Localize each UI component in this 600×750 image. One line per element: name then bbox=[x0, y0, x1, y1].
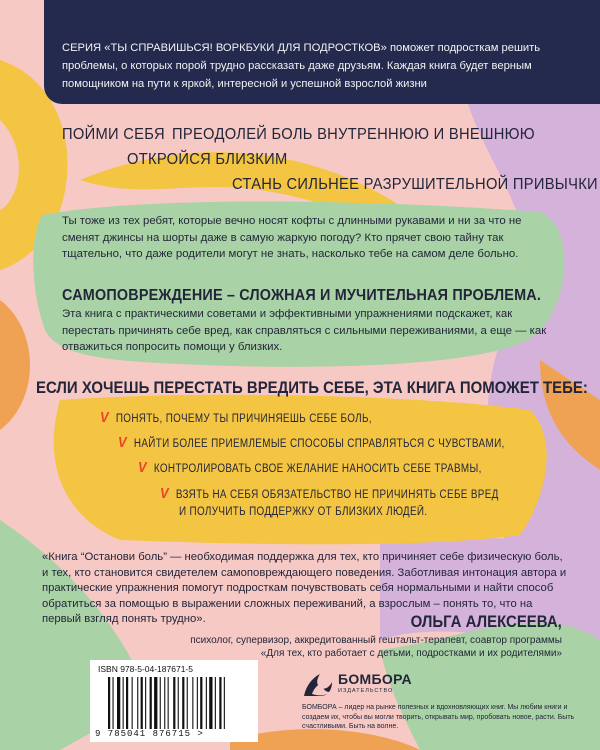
tagline-become-stronger: СТАНЬ СИЛЬНЕЕ РАЗРУШИТЕЛЬНОЙ ПРИВЫЧКИ bbox=[232, 176, 598, 193]
benefit-item: V НАЙТИ БОЛЕЕ ПРИЕМЛЕМЫЕ СПОСОБЫ СПРАВЛЯТЬСЯ С ЧУВСТВАМИ, bbox=[118, 434, 505, 451]
publisher-blurb: БОМБОРА – лидер на рынке полезных и вдохновляющих книг. Мы любим книги и создаем их, чтобы вы могли творить, открывать мир, пробовать новое, расти. Быть счастливыми. Быть на волне. bbox=[302, 704, 575, 730]
quote-author: ОЛЬГА АЛЕКСЕЕВА, bbox=[410, 612, 562, 631]
barcode-digits: 9 785041 876715 > bbox=[95, 729, 204, 739]
tagline-understand-yourself: ПОЙМИ СЕБЯ bbox=[62, 126, 165, 143]
benefit-item: V КОНТРОЛИРОВАТЬ СВОЕ ЖЕЛАНИЕ НАНОСИТЬ СЕБЕ ТРАВМЫ, bbox=[138, 459, 482, 476]
bombora-wave-logo-icon bbox=[302, 668, 334, 698]
barcode-icon bbox=[106, 677, 256, 729]
tagline-overcome-pain: ПРЕОДОЛЕЙ БОЛЬ ВНУТРЕННЮЮ И ВНЕШНЮЮ bbox=[172, 126, 535, 143]
intro-paragraph: Ты тоже из тех ребят, которые вечно носят кофты с длинными рукавами и ни за что не сменят джинсы на шорты даже в самую жаркую погоду? Кто прячет свою тайну так тщательно, что даже родители могут не знать, насколько тебе на самом деле больно. bbox=[62, 215, 522, 260]
isbn-label: ISBN 978-5-04-187671-5 bbox=[98, 664, 193, 674]
check-icon: V bbox=[118, 434, 127, 451]
problem-heading: САМОПОВРЕЖДЕНИЕ – СЛОЖНАЯ И МУЧИТЕЛЬНАЯ ПРОБЛЕМА. bbox=[62, 287, 542, 304]
check-icon: V bbox=[160, 485, 169, 502]
benefit-item-continuation: И ПОЛУЧИТЬ ПОДДЕРЖКУ ОТ БЛИЗКИХ ЛЮДЕЙ. bbox=[179, 506, 428, 518]
review-quote: «Книга “Останови боль” — необходимая поддержка для тех, кто причиняет себе физическую боль, и тех, кто становится свидетелем самоповреждающего поведения. Заботливая интонация автора и практические упражнения помогут подросткам почувствовать себя нормальными и найти способ обратиться за помощью в выражении сложных переживаний, а взрослым – понять то, что на первый взгляд понять трудно». bbox=[42, 551, 567, 626]
benefit-item: V ВЗЯТЬ НА СЕБЯ ОБЯЗАТЕЛЬСТВО НЕ ПРИЧИНЯТЬ СЕБЕ ВРЕД bbox=[160, 485, 499, 502]
benefit-item: V ПОНЯТЬ, ПОЧЕМУ ТЫ ПРИЧИНЯЕШЬ СЕБЕ БОЛЬ, bbox=[100, 409, 372, 426]
problem-paragraph: Эта книга с практическими советами и эффективными упражнениями подскажет, как перестать причинять себе вред, как справляться с сильными переживаниями, а еще — как отважиться попросить помощи у близких. bbox=[62, 308, 547, 353]
series-description: СЕРИЯ «ТЫ СПРАВИШЬСЯ! ВОРКБУКИ ДЛЯ ПОДРОСТКОВ» поможет подросткам решить проблемы, о которых порой трудно рассказать даже друзьям. Каждая книга будет верным помощником на пути к яркой, интересной и успешной взрослой жизни bbox=[62, 42, 541, 90]
benefits-heading: ЕСЛИ ХОЧЕШЬ ПЕРЕСТАТЬ ВРЕДИТЬ СЕБЕ, ЭТА КНИГА ПОМОЖЕТ ТЕБЕ: bbox=[36, 378, 588, 397]
check-icon: V bbox=[138, 459, 147, 476]
author-credentials-program: «Для тех, кто работает с детьми, подростками и их родителями» bbox=[260, 648, 562, 659]
tagline-open-up: ОТКРОЙСЯ БЛИЗКИМ bbox=[127, 151, 288, 168]
publisher-subtitle: ИЗДАТЕЛЬСТВО bbox=[338, 688, 394, 694]
check-icon: V bbox=[100, 409, 109, 426]
author-credentials: психолог, супервизор, аккредитованный гештальт-терапевт, соавтор программы bbox=[190, 635, 562, 646]
publisher-name: БОМБОРА bbox=[338, 671, 412, 687]
